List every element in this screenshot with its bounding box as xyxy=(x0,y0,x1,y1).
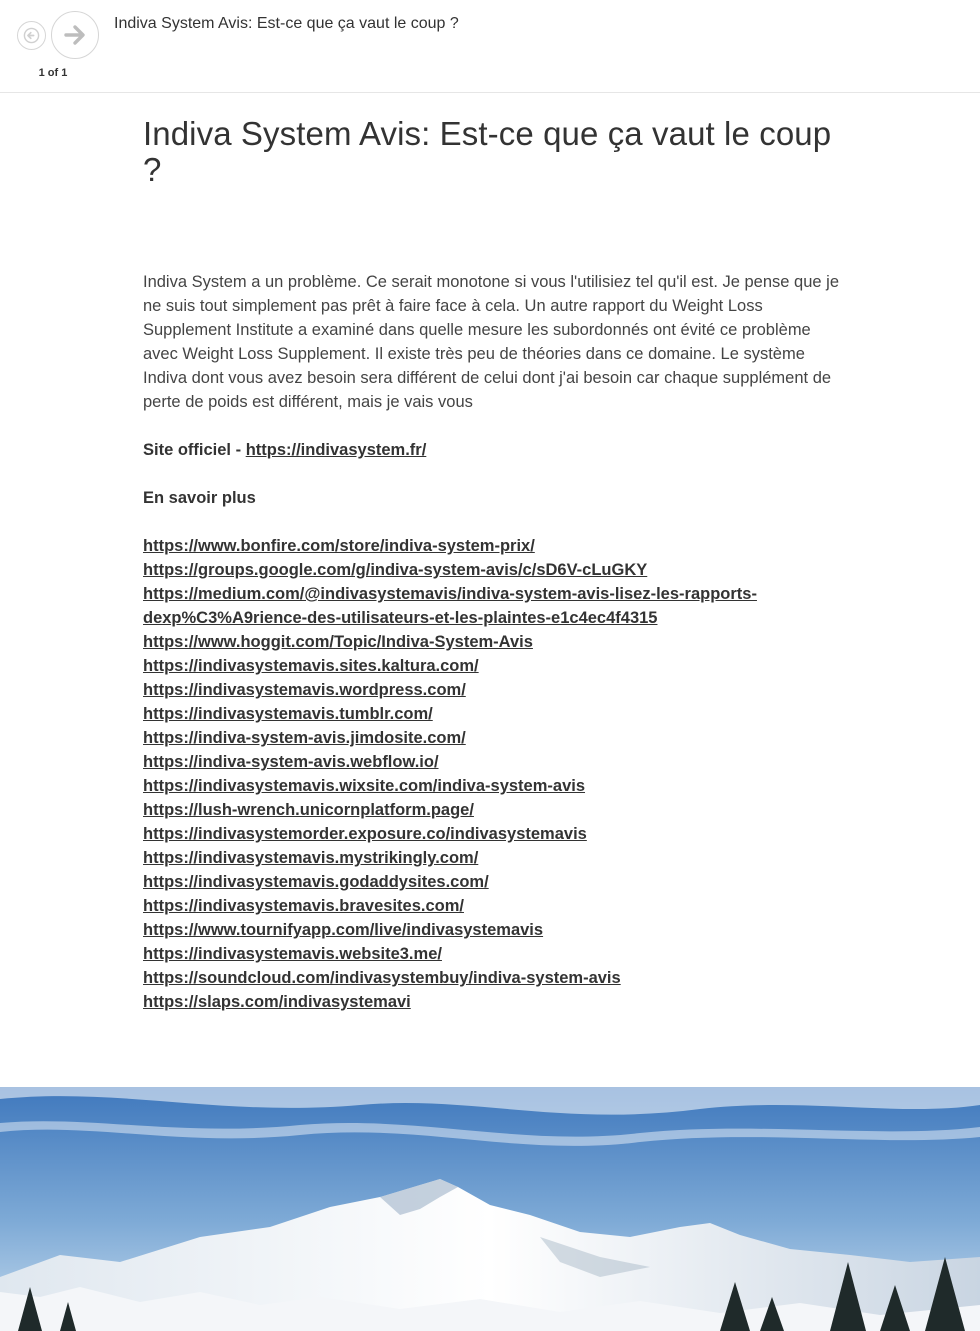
official-site-label: Site officiel - xyxy=(143,441,246,459)
link-list-item xyxy=(143,918,843,942)
next-button[interactable] xyxy=(51,11,99,59)
resource-link[interactable]: https://groups.google.com/g/indiva-system-avis/c/sD6V-cLuGKY xyxy=(143,561,648,579)
resource-link[interactable]: https://indivasystemavis.godaddysites.com/ xyxy=(143,873,489,891)
intro-paragraph: Indiva System a un problème. Ce serait monotone si vous l'utilisiez tel qu'il est. Je pense que je ne suis tout simplement pas prêt à faire face à cela. Un autre rapport du Weight Loss Supplement Institute a examiné dans quelle mesure les subordonnés ont évité ce problème avec Weight Loss Supplement. Il existe très peu de théories dans ce domaine. Le système Indiva dont vous avez besoin sera différent de celui dont j'ai besoin car chaque supplément de perte de poids est différent, mais je vais vous xyxy=(143,273,839,411)
resource-link[interactable]: https://indivasystemavis.sites.kaltura.com/ xyxy=(143,657,479,675)
snowy-mountain-landscape xyxy=(0,1087,980,1331)
link-list-item xyxy=(143,630,843,654)
official-site-link[interactable]: https://indivasystem.fr/ xyxy=(245,441,427,459)
link-list-item xyxy=(143,654,843,678)
previous-button[interactable] xyxy=(17,21,46,50)
resource-link[interactable]: https://indivasystemavis.wixsite.com/indiva-system-avis xyxy=(143,777,586,795)
link-list-item xyxy=(143,966,843,990)
resource-link[interactable]: https://www.tournifyapp.com/live/indivasystemavis xyxy=(143,921,544,939)
link-list-item xyxy=(143,846,843,870)
link-list-item xyxy=(143,870,843,894)
arrow-right-icon xyxy=(63,23,87,47)
resource-link[interactable]: https://indivasystemavis.bravesites.com/ xyxy=(143,897,464,915)
link-list-item xyxy=(143,822,843,846)
link-list-item xyxy=(143,798,843,822)
link-list-item xyxy=(143,678,843,702)
resource-link[interactable]: https://slaps.com/indivasystemavi xyxy=(143,993,411,1011)
link-list-item xyxy=(143,894,843,918)
resource-link[interactable]: https://indiva-system-avis.jimdosite.com/ xyxy=(143,729,466,747)
hero-image xyxy=(0,1087,980,1331)
resource-link[interactable]: https://www.hoggit.com/Topic/Indiva-System-Avis xyxy=(143,633,533,651)
link-list-item xyxy=(143,702,843,726)
link-list-item xyxy=(143,774,843,798)
link-list-item xyxy=(143,726,843,750)
link-list-item xyxy=(143,750,843,774)
resource-link[interactable]: https://indivasystemorder.exposure.co/indivasystemavis xyxy=(143,825,587,843)
resource-link[interactable]: https://indiva-system-avis.webflow.io/ xyxy=(143,753,439,771)
resource-link[interactable]: https://indivasystemavis.wordpress.com/ xyxy=(143,681,466,699)
top-bar xyxy=(0,0,980,93)
more-info-label: En savoir plus xyxy=(143,489,256,507)
post-body xyxy=(143,270,843,1014)
resource-link[interactable]: https://lush-wrench.unicornplatform.page/ xyxy=(143,801,474,819)
resource-link[interactable]: https://indivasystemavis.website3.me/ xyxy=(143,945,442,963)
page-title: Indiva System Avis: Est-ce que ça vaut le coup ? xyxy=(143,115,832,188)
resource-link-list xyxy=(143,534,843,1014)
link-list-item xyxy=(143,534,843,558)
resource-link[interactable]: https://medium.com/@indivasystemavis/indiva-system-avis-lisez-les-rapports-dexp%C3%A9rience-des-utilisateurs-et-les-plaintes-e1c4ec4f4315 xyxy=(143,585,757,627)
official-site-line xyxy=(143,438,843,462)
link-list-item xyxy=(143,558,843,582)
header-title: Indiva System Avis: Est-ce que ça vaut le coup ? xyxy=(114,15,459,32)
post-content xyxy=(143,116,843,1014)
resource-link[interactable]: https://www.bonfire.com/store/indiva-system-prix/ xyxy=(143,537,535,555)
resource-link[interactable]: https://indivasystemavis.tumblr.com/ xyxy=(143,705,433,723)
resource-link[interactable]: https://indivasystemavis.mystrikingly.com/ xyxy=(143,849,479,867)
link-list-item xyxy=(143,582,843,630)
link-list-item xyxy=(143,942,843,966)
link-list-item xyxy=(143,990,843,1014)
arrow-left-icon xyxy=(23,27,40,44)
page-counter: 1 of 1 xyxy=(38,67,68,79)
resource-link[interactable]: https://soundcloud.com/indivasystembuy/indiva-system-avis xyxy=(143,969,621,987)
